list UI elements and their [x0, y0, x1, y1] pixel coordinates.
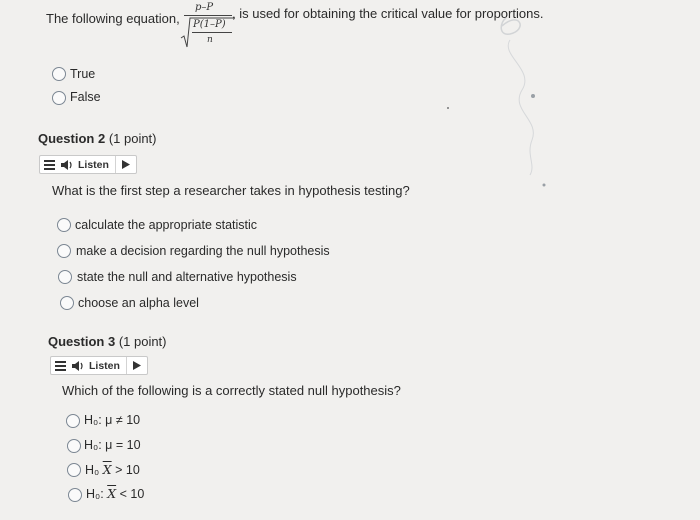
formula-numerator: p–P — [195, 2, 214, 13]
q1-radio-false[interactable] — [52, 91, 66, 105]
q2-radio-2[interactable] — [57, 244, 71, 258]
q3-option-4-lhs: H₀: — [86, 487, 104, 501]
q2-title-label: Question 2 — [38, 131, 106, 146]
q1-option-false: False — [70, 90, 101, 104]
q1-formula — [180, 2, 236, 48]
q2-option-3: state the null and alternative hypothesis — [77, 270, 297, 284]
q2-option-4: choose an alpha level — [78, 296, 199, 310]
menu-icon[interactable] — [40, 156, 58, 173]
q3-radio-2[interactable] — [67, 439, 81, 453]
q3-radio-1[interactable] — [66, 414, 80, 428]
stray-marks — [440, 0, 640, 260]
q3-option-1-op: ≠ — [115, 413, 123, 427]
speaker-icon — [72, 361, 86, 371]
q3-points: (1 point) — [118, 334, 167, 349]
q3-option-2-rhs: 10 — [126, 438, 141, 452]
q2-listen-button[interactable] — [58, 156, 116, 173]
q2-radio-4[interactable] — [60, 296, 74, 310]
q3-option-2 — [84, 438, 141, 452]
q3-option-4-rhs: 10 — [130, 487, 145, 501]
q1-text-after: , is used for obtaining the critical value for proportions. — [232, 6, 544, 21]
q3-option-4-var: $\overline{X}$ — [107, 486, 117, 501]
q3-radio-3[interactable] — [67, 463, 81, 477]
q3-title — [48, 334, 167, 349]
q2-option-2: make a decision regarding the null hypothesis — [76, 244, 330, 258]
q3-option-1 — [84, 413, 140, 427]
q3-listen-button[interactable] — [69, 357, 127, 374]
q3-option-4-op: < — [119, 487, 127, 501]
formula-denominator-top: P(1–P) — [193, 19, 226, 30]
q3-listen-label: Listen — [89, 359, 120, 372]
play-icon[interactable] — [127, 357, 147, 374]
q2-listen-widget — [39, 155, 137, 174]
q3-option-1-lhs: H₀: μ — [84, 413, 113, 427]
q3-option-4 — [86, 486, 144, 501]
q1-radio-true[interactable] — [52, 67, 66, 81]
q2-listen-label: Listen — [78, 158, 109, 171]
play-icon[interactable] — [116, 156, 136, 173]
speaker-icon — [61, 160, 75, 170]
formula-inner-bar — [192, 32, 232, 33]
q2-prompt: What is the first step a researcher takes in hypothesis testing? — [52, 183, 410, 198]
q3-option-3-lhs: H₀ — [85, 463, 100, 477]
q3-listen-widget — [50, 356, 148, 375]
q3-option-2-op: = — [115, 438, 124, 452]
q3-option-2-lhs: H₀: μ — [84, 438, 113, 452]
q3-option-3-var: $\overline{X}$ — [102, 462, 112, 477]
q2-radio-1[interactable] — [57, 218, 71, 232]
q3-option-3-op: > — [115, 463, 123, 477]
q1-text-before: The following equation, — [46, 11, 180, 26]
formula-denominator-bottom: n — [207, 35, 213, 45]
q2-points: (1 point) — [108, 131, 157, 146]
menu-icon[interactable] — [51, 357, 69, 374]
q3-option-3-rhs: 10 — [125, 463, 140, 477]
q1-option-true: True — [70, 67, 96, 81]
q2-title — [38, 131, 157, 146]
q3-title-label: Question 3 — [48, 334, 116, 349]
q3-prompt: Which of the following is a correctly stated null hypothesis? — [62, 383, 401, 398]
q3-option-1-rhs: 10 — [126, 413, 141, 427]
q2-radio-3[interactable] — [58, 270, 72, 284]
q3-option-3 — [85, 462, 140, 477]
q3-radio-4[interactable] — [68, 488, 82, 502]
q2-option-1: calculate the appropriate statistic — [75, 218, 258, 232]
